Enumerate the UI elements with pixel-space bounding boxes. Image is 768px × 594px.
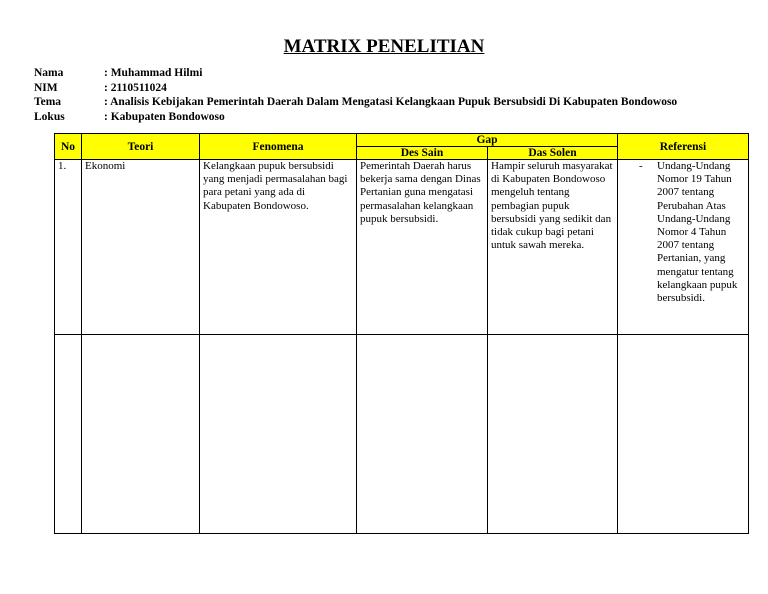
cell-no [55,335,82,534]
page-title: MATRIX PENELITIAN [283,36,485,57]
table-row [55,160,749,335]
meta-value: : Muhammad Hilmi [104,67,203,79]
header-des-sain: Des Sain [357,147,488,160]
header-row [55,134,749,147]
meta-row-nama [34,66,677,81]
cell-referensi [618,160,749,335]
cell-teori [82,335,200,534]
identity-block [34,66,677,124]
cell-fenomena [200,335,357,534]
cell-des-sain: Pemerintah Daerah harus bekerja sama dengan Dinas Pertanian guna mengatasi permasalahan kelangkaan pupuk bersubsidi. [357,160,488,335]
header-no: No [55,134,82,160]
bullet-dash: - [639,160,643,172]
meta-label: Nama [34,67,64,79]
cell-das-solen: Hampir seluruh masyarakat di Kabupaten Bondowoso mengeluh tentang pembagian pupuk bersubsidi yang sedikit dan tidak cukup bagi petani untuk sawah mereka. [488,160,618,335]
meta-label: Tema [34,96,62,108]
cell-fenomena: Kelangkaan pupuk bersubsidi yang menjadi permasalahan bagi para petani yang ada di Kabupaten Bondowoso. [200,160,357,335]
cell-des-sain [357,335,488,534]
meta-value: : Analisis Kebijakan Pemerintah Daerah Dalam Mengatasi Kelangkaan Pupuk Bersubsidi Di Kabupaten Bondowoso [104,96,678,108]
header-referensi: Referensi [618,134,749,160]
header-teori: Teori [82,134,200,160]
reference-text: Undang-Undang Nomor 19 Tahun 2007 tentang Perubahan Atas Undang-Undang Nomor 4 Tahun 2007 tentang Pertanian, yang mengatur tentang kelangkaan pupuk bersubsidi. [657,160,738,305]
table-row [55,335,749,534]
meta-value: : Kabupaten Bondowoso [104,110,225,123]
header-fenomena: Fenomena [200,134,357,160]
meta-value: : 2110511024 [104,81,167,94]
header-gap: Gap [357,134,618,147]
meta-row-lokus [34,110,677,125]
meta-label: NIM [34,81,58,94]
header-das-solen: Das Solen [488,147,618,160]
cell-das-solen [488,335,618,534]
cell-referensi [618,335,749,534]
meta-label: Lokus [34,110,65,123]
research-matrix-table [54,133,749,534]
cell-teori: Ekonomi [82,160,200,335]
meta-row-tema [34,95,677,110]
reference-list-item [621,160,745,305]
cell-no: 1. [55,160,82,335]
meta-row-nim [34,81,677,96]
